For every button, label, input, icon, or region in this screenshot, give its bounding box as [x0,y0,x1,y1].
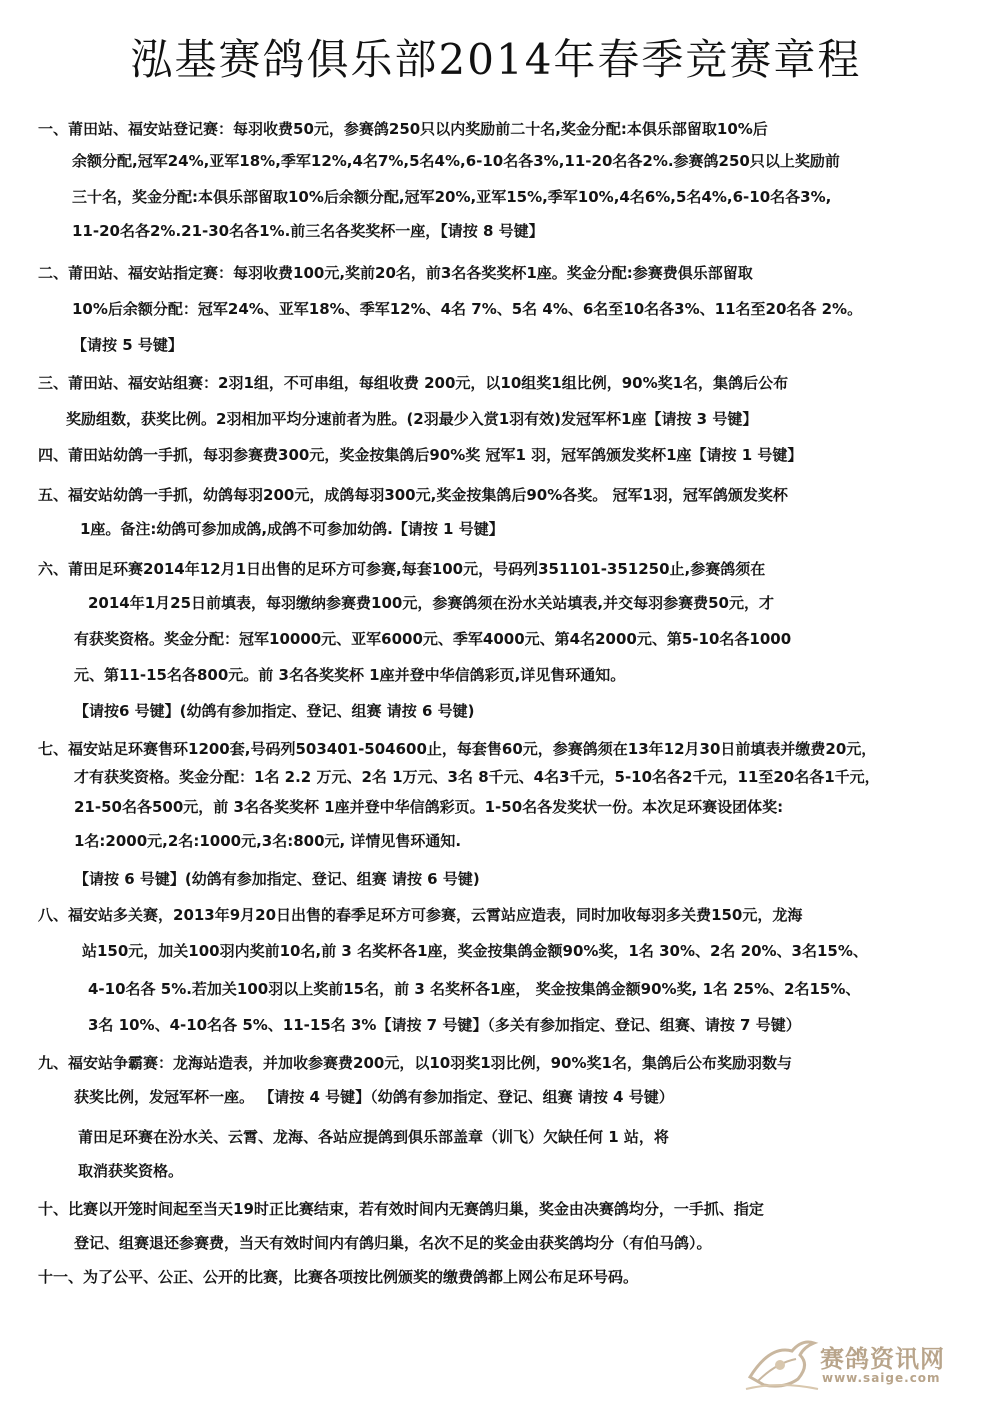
rule-line: 七、福安站足环赛售环1200套,号码列503401-504600止，每套售60元，参赛鸽须在13年12月30日前填表并缴费20元， [38,740,877,758]
document-title: 泓基赛鸽俱乐部2014年春季竞赛章程 [130,35,862,84]
rule-line: 1座。备注:幼鸽可参加成鸽,成鸽不可参加幼鸽.【请按 1 号键】 [80,520,504,538]
rule-line: 21-50名各500元，前 3名各奖奖杯 1座并登中华信鸽彩页。1-50名各发奖状一份。本次足环赛设团体奖: [74,798,784,816]
rule-line: 【请按6 号键】(幼鸽有参加指定、登记、组赛 请按 6 号键) [74,702,475,720]
rule-line: 十一、为了公平、公正、公开的比赛，比赛各项按比例颁奖的缴费鸽都上网公布足环号码。 [38,1268,639,1286]
rule-line: 莆田足环赛在汾水关、云霄、龙海、各站应提鸽到俱乐部盖章（训飞）欠缺任何 1 站，将 [78,1128,669,1146]
rule-line: 取消获奖资格。 [78,1162,184,1180]
rule-line: 一、莆田站、福安站登记赛：每羽收费50元，参赛鸽250只以内奖励前二十名,奖金分配:本俱乐部留取10%后 [38,120,768,138]
rule-line: 八、福安站多关赛，2013年9月20日出售的春季足环方可参赛，云霄站应造表，同时加收每羽多关费150元，龙海 [38,906,803,924]
rule-line: 站150元，加关100羽内奖前10名,前 3 名奖杯各1座，奖金按集鸽金额90%奖，1名 30%、2名 20%、3名15%、 [82,942,868,960]
rule-line: 1名:2000元,2名:1000元,3名:800元, 详情见售环通知. [74,832,462,850]
rule-line: 才有获奖资格。奖金分配：1名 2.2 万元、2名 1万元、3名 8千元、4名3千元，5-10名各2千元，11至20名各1千元， [74,768,880,786]
rule-line: 获奖比例，发冠军杯一座。 【请按 4 号键】（幼鸽有参加指定、登记、组赛 请按 4 号键） [74,1088,674,1106]
rule-line: 余额分配,冠军24%,亚军18%,季军12%,4名7%,5名4%,6-10名各3%,11-20名各2%.参赛鸽250只以上奖励前 [72,152,840,170]
rule-line: 有获奖资格。奖金分配：冠军10000元、亚军6000元、季军4000元、第4名2000元、第5-10名各1000 [74,630,792,648]
pigeon-logo-icon [740,1325,820,1395]
rule-line: 四、莆田站幼鸽一手抓，每羽参赛费300元，奖金按集鸽后90%奖 冠军1 羽，冠军鸽颁发奖杯1座【请按 1 号键】 [38,446,803,464]
rule-line: 五、福安站幼鸽一手抓，幼鸽每羽200元，成鸽每羽300元,奖金按集鸽后90%各奖。 冠军1羽，冠军鸽颁发奖杯 [38,486,788,504]
rule-line: 三十名，奖金分配:本俱乐部留取10%后余额分配,冠军20%,亚军15%,季军10%,4名6%,5名4%,6-10名各3%, [72,188,832,206]
rule-line: 三、莆田站、福安站组赛：2羽1组，不可串组，每组收费 200元，以10组奖1组比例，90%奖1名，集鸽后公布 [38,374,789,392]
rule-line: 2014年1月25日前填表，每羽缴纳参赛费100元，参赛鸽须在汾水关站填表,并交每羽参赛费50元，才 [88,594,774,612]
rule-line: 登记、组赛退还参赛费，当天有效时间内有鸽归巢，名次不足的奖金由获奖鸽均分（有伯马鸽）。 [74,1234,712,1252]
rule-line: 元、第11-15名各800元。前 3名各奖奖杯 1座并登中华信鸽彩页,详见售环通知。 [74,666,626,684]
rule-line: 二、莆田站、福安站指定赛：每羽收费100元,奖前20名，前3名各奖奖杯1座。奖金分配:参赛费俱乐部留取 [38,264,753,282]
watermark-url: www.saige.com [822,1371,941,1385]
rule-line: 10%后余额分配：冠军24%、亚军18%、季军12%、4名 7%、5名 4%、6名至10名各3%、11名至20名各 2%。 [72,300,863,318]
rule-line: 十、比赛以开笼时间起至当天19时正比赛结束，若有效时间内无赛鸽归巢，奖金由决赛鸽均分，一手抓、指定 [38,1200,764,1218]
rule-line: 4-10名各 5%.若加关100羽以上奖前15名，前 3 名奖杯各1座， 奖金按集鸽金额90%奖, 1名 25%、2名15%、 [88,980,861,998]
rule-line: 3名 10%、4-10名各 5%、11-15名 3%【请按 7 号键】（多关有参加指定、登记、组赛、请按 7 号键） [88,1016,801,1034]
rule-line: 【请按 5 号键】 [72,336,183,354]
rule-line: 奖励组数，获奖比例。2羽相加平均分速前者为胜。(2羽最少入赏1羽有效)发冠军杯1座【请按 3 号键】 [66,410,758,428]
rule-line: 11-20名各2%.21-30名各1%.前三名各奖奖杯一座，【请按 8 号键】 [72,222,544,240]
site-watermark [738,1325,978,1397]
rule-line: 六、莆田足环赛2014年12月1日出售的足环方可参赛,每套100元，号码列351101-351250止,参赛鸽须在 [38,560,766,578]
watermark-site-name: 赛鸽资讯网 [820,1345,945,1373]
rule-line: 【请按 6 号键】(幼鸽有参加指定、登记、组赛 请按 6 号键) [74,870,480,888]
rule-line: 九、福安站争霸赛：龙海站造表，并加收参赛费200元，以10羽奖1羽比例，90%奖1名，集鸽后公布奖励羽数与 [38,1054,792,1072]
